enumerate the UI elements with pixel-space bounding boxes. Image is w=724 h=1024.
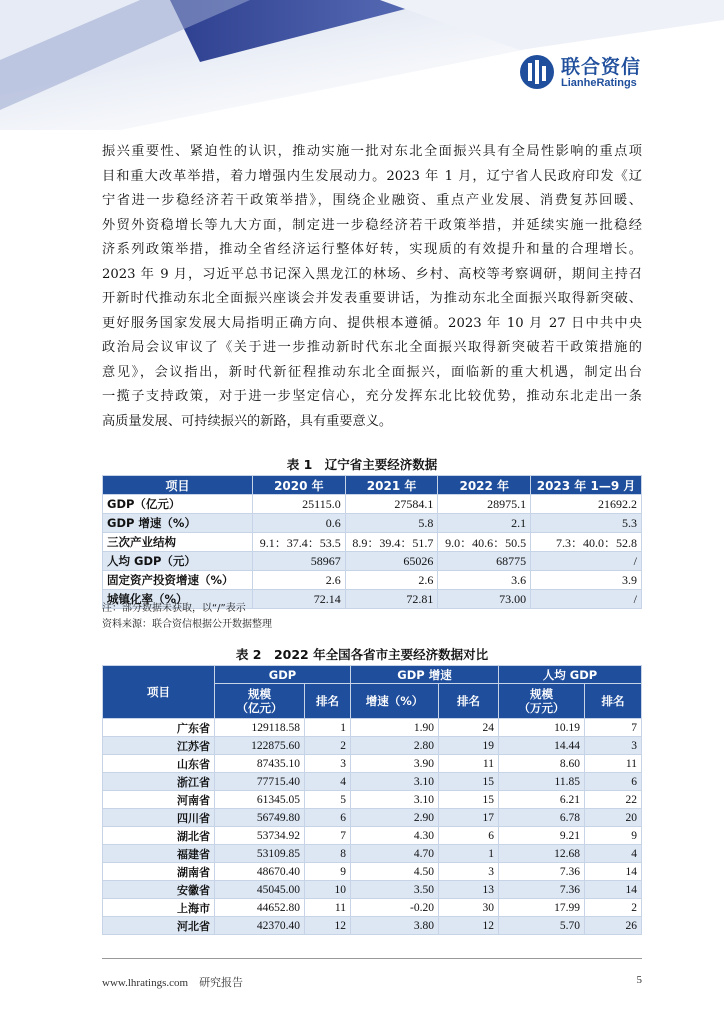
province-name: 福建省	[103, 845, 215, 863]
table1-cell: 72.81	[345, 590, 438, 609]
table2-cell: 8.60	[499, 755, 585, 773]
table2-row	[103, 881, 642, 899]
table1-row-label: GDP（亿元）	[103, 495, 253, 514]
province-name: 安徽省	[103, 881, 215, 899]
scale-label: 规模	[248, 687, 271, 701]
lianhe-logo-icon	[519, 54, 555, 90]
province-name: 山东省	[103, 755, 215, 773]
table2-cell: 6	[439, 827, 499, 845]
table2-cell: 4.50	[351, 863, 439, 881]
table1-cell: 68775	[438, 552, 531, 571]
table2-cell: 7	[305, 827, 351, 845]
table2-cell: 4	[585, 845, 642, 863]
table2-cell: 2.80	[351, 737, 439, 755]
province-name: 湖南省	[103, 863, 215, 881]
body-line: 济系列政策举措，推动全省经济运行整体好转，实现质的有效提升和量的合理增长。	[102, 242, 642, 257]
table2-cell: 2	[305, 737, 351, 755]
table2-item-header: 项目	[103, 666, 215, 719]
table2-cell: 9.21	[499, 827, 585, 845]
table2-cell: 24	[439, 719, 499, 737]
table1-cell: 58967	[253, 552, 346, 571]
table1-row-label: 人均 GDP（元）	[103, 552, 253, 571]
table1-cell: 8.9：39.4：51.7	[345, 533, 438, 552]
table2-cell: 13	[439, 881, 499, 899]
table2-cell: 11	[305, 899, 351, 917]
body-line: 振兴重要性、紧迫性的认识，推动实施一批对东北全面振兴具有全局性影响的重点项	[102, 144, 642, 159]
table2-cell: 5	[305, 791, 351, 809]
body-line: 2023 年 9 月，习近平总书记深入黑龙江的林场、乡村、高校等考察调研，期间主持召	[102, 266, 642, 282]
scale-unit: （亿元）	[236, 701, 283, 715]
table2-row	[103, 827, 642, 845]
table2-cell: 3	[305, 755, 351, 773]
table1-row-label: 三次产业结构	[103, 533, 253, 552]
table2-cell: 9	[585, 827, 642, 845]
table1-source: 资料来源：联合资信根据公开数据整理	[102, 619, 272, 630]
table2-cell: 6.78	[499, 809, 585, 827]
table2-cell: 3.10	[351, 791, 439, 809]
province-name: 湖北省	[103, 827, 215, 845]
table1-cell: 9.1：37.4：53.5	[253, 533, 346, 552]
table2-cell: 56749.80	[215, 809, 305, 827]
province-name: 河南省	[103, 791, 215, 809]
table1-row-label: 城镇化率（%）	[103, 590, 253, 609]
table2-cell: 14	[585, 863, 642, 881]
table2-cell: 6.21	[499, 791, 585, 809]
table1-cell: 25115.0	[253, 495, 346, 514]
body-line: 宁省进一步稳经济若干政策举措》，围绕企业融资、重点产业发展、消费复苏回暖、	[102, 193, 642, 208]
table2-row	[103, 737, 642, 755]
table2-sub-header: 排名	[305, 684, 351, 719]
province-name: 河北省	[103, 917, 215, 935]
table1-row-label: GDP 增速（%）	[103, 514, 253, 533]
table1-header: 项目	[103, 476, 253, 495]
body-line: 外贸外资稳增长等九大方面，制定进一步稳经济若干政策举措，并延续实施一批稳经	[102, 217, 642, 233]
table2-cell: 22	[585, 791, 642, 809]
table1-header: 2021 年	[345, 476, 438, 495]
table2-sub-header	[499, 684, 585, 719]
table2-cell: 7	[585, 719, 642, 737]
table1-row	[103, 552, 642, 571]
table1-row-label: 固定资产投资增速（%）	[103, 571, 253, 590]
table2-cell: 1	[439, 845, 499, 863]
table2-cell: 30	[439, 899, 499, 917]
table2-cell: 4.70	[351, 845, 439, 863]
table2-row	[103, 755, 642, 773]
table1-row	[103, 514, 642, 533]
table2-cell: 77715.40	[215, 773, 305, 791]
table1-row	[103, 533, 642, 552]
table1-cell: /	[531, 590, 642, 609]
table1-note: 注：部分数据未获取，以“/”表示	[102, 603, 246, 614]
table1-row	[103, 495, 642, 514]
table1-cell: 27584.1	[345, 495, 438, 514]
table2-cell: 6	[305, 809, 351, 827]
table2-cell: 11	[439, 755, 499, 773]
table2-cell: 87435.10	[215, 755, 305, 773]
footer-divider	[102, 958, 642, 959]
table2-cell: 11.85	[499, 773, 585, 791]
table2-cell: 14	[585, 881, 642, 899]
table2-cell: 6	[585, 773, 642, 791]
table2-cell: 12	[305, 917, 351, 935]
table2-row	[103, 917, 642, 935]
table2-row	[103, 863, 642, 881]
footer-label: 研究报告	[199, 977, 244, 989]
table2-row	[103, 809, 642, 827]
table2-cell: 42370.40	[215, 917, 305, 935]
table1-cell: 28975.1	[438, 495, 531, 514]
table2-group-header: GDP 增速	[351, 666, 499, 684]
table2-cell: 3.90	[351, 755, 439, 773]
body-line: 意见》，会议指出，新时代新征程推动东北全面振兴，面临新的重大机遇，制定出台	[102, 364, 642, 380]
table2-cell: 4	[305, 773, 351, 791]
table1-cell: 65026	[345, 552, 438, 571]
table2-cell: 53734.92	[215, 827, 305, 845]
table2-cell: 7.36	[499, 863, 585, 881]
table2-cell: -0.20	[351, 899, 439, 917]
table2-sub-header: 排名	[585, 684, 642, 719]
province-name: 四川省	[103, 809, 215, 827]
province-name: 上海市	[103, 899, 215, 917]
table2-sub-header: 排名	[439, 684, 499, 719]
table2-cell: 44652.80	[215, 899, 305, 917]
table1-header: 2022 年	[438, 476, 531, 495]
table2-cell: 20	[585, 809, 642, 827]
table2-cell: 10	[305, 881, 351, 899]
table1-header: 2023 年 1—9 月	[531, 476, 642, 495]
table1-header: 2020 年	[253, 476, 346, 495]
table2-cell: 17.99	[499, 899, 585, 917]
table1-cell: 21692.2	[531, 495, 642, 514]
footer-site: www.lhratings.com	[102, 977, 189, 989]
brand-logo	[519, 54, 679, 94]
table2-cell: 3	[439, 863, 499, 881]
table2-cell: 48670.40	[215, 863, 305, 881]
table1-row	[103, 571, 642, 590]
body-line: 开新时代推动东北全面振兴座谈会并发表重要讲话，为推动东北全面振兴取得新突破、	[102, 291, 642, 306]
table1-cell: 2.6	[345, 571, 438, 590]
table1-cell: 5.3	[531, 514, 642, 533]
footer-left	[102, 974, 243, 990]
table2-cell: 1.90	[351, 719, 439, 737]
page-number: 5	[636, 974, 642, 986]
table2-group-header: GDP	[215, 666, 351, 684]
table1-cell: 73.00	[438, 590, 531, 609]
table2-row	[103, 899, 642, 917]
table2-cell: 11	[585, 755, 642, 773]
table2-cell: 17	[439, 809, 499, 827]
table2-row	[103, 845, 642, 863]
table2-cell: 19	[439, 737, 499, 755]
table2-cell: 3.80	[351, 917, 439, 935]
table2-cell: 3	[585, 737, 642, 755]
body-line: 目和重大改革举措，着力增强内生发展动力。2023 年 1 月，辽宁省人民政府印发《辽	[102, 168, 642, 184]
brand-name-cn: 联合资信	[561, 56, 642, 78]
liaoning-economy-table	[102, 475, 642, 609]
brand-name-en: LianheRatings	[561, 77, 637, 89]
table2-cell: 45045.00	[215, 881, 305, 899]
table2-row	[103, 791, 642, 809]
table1-cell: 5.8	[345, 514, 438, 533]
table1-cell: 0.6	[253, 514, 346, 533]
table2-cell: 3.50	[351, 881, 439, 899]
table1-cell: 2.1	[438, 514, 531, 533]
body-line: 高质量发展、可持续振兴的新路，具有重要意义。	[102, 413, 393, 429]
table2-cell: 2	[585, 899, 642, 917]
table2-cell: 9	[305, 863, 351, 881]
province-name: 广东省	[103, 719, 215, 737]
body-line: 一揽子支持政策，对于进一步坚定信心，充分发挥东北比较优势，推动东北走出一条	[102, 389, 642, 404]
table2-cell: 14.44	[499, 737, 585, 755]
table1-cell: 3.9	[531, 571, 642, 590]
table2-cell: 26	[585, 917, 642, 935]
table2-cell: 53109.85	[215, 845, 305, 863]
table1-caption: 表 1 辽宁省主要经济数据	[286, 457, 438, 472]
body-paragraph	[102, 140, 642, 434]
table2-sub-header: 增速（%）	[351, 684, 439, 719]
body-line: 政治局会议审议了《关于进一步推动新时代东北全面振兴取得新突破若干政策措施的	[102, 340, 642, 355]
table2-cell: 5.70	[499, 917, 585, 935]
table2-cell: 15	[439, 773, 499, 791]
table2-cell: 61345.05	[215, 791, 305, 809]
scale-unit: （万元）	[518, 701, 565, 715]
province-name: 浙江省	[103, 773, 215, 791]
table2-cell: 8	[305, 845, 351, 863]
table1-cell: 7.3：40.0：52.8	[531, 533, 642, 552]
table2-cell: 129118.58	[215, 719, 305, 737]
table1-cell: /	[531, 552, 642, 571]
table1-cell: 3.6	[438, 571, 531, 590]
table2-group-header: 人均 GDP	[499, 666, 642, 684]
table2-cell: 4.30	[351, 827, 439, 845]
table1-cell: 2.6	[253, 571, 346, 590]
table2-cell: 7.36	[499, 881, 585, 899]
scale-label: 规模	[530, 687, 553, 701]
table2-cell: 122875.60	[215, 737, 305, 755]
table2-cell: 10.19	[499, 719, 585, 737]
province-economy-table	[102, 665, 642, 935]
table2-cell: 3.10	[351, 773, 439, 791]
table2-cell: 15	[439, 791, 499, 809]
table2-cell: 12.68	[499, 845, 585, 863]
table2-cell: 12	[439, 917, 499, 935]
table2-sub-header	[215, 684, 305, 719]
table1-cell: 9.0：40.6：50.5	[438, 533, 531, 552]
table2-row	[103, 719, 642, 737]
province-name: 江苏省	[103, 737, 215, 755]
table2-cell: 1	[305, 719, 351, 737]
table1-cell: 72.14	[253, 590, 346, 609]
table2-row	[103, 773, 642, 791]
table2-caption: 表 2 2022 年全国各省市主要经济数据对比	[235, 647, 489, 662]
table2-cell: 2.90	[351, 809, 439, 827]
body-line: 更好服务国家发展大局指明正确方向、提供根本遵循。2023 年 10 月 27 日中共中央	[102, 315, 642, 331]
